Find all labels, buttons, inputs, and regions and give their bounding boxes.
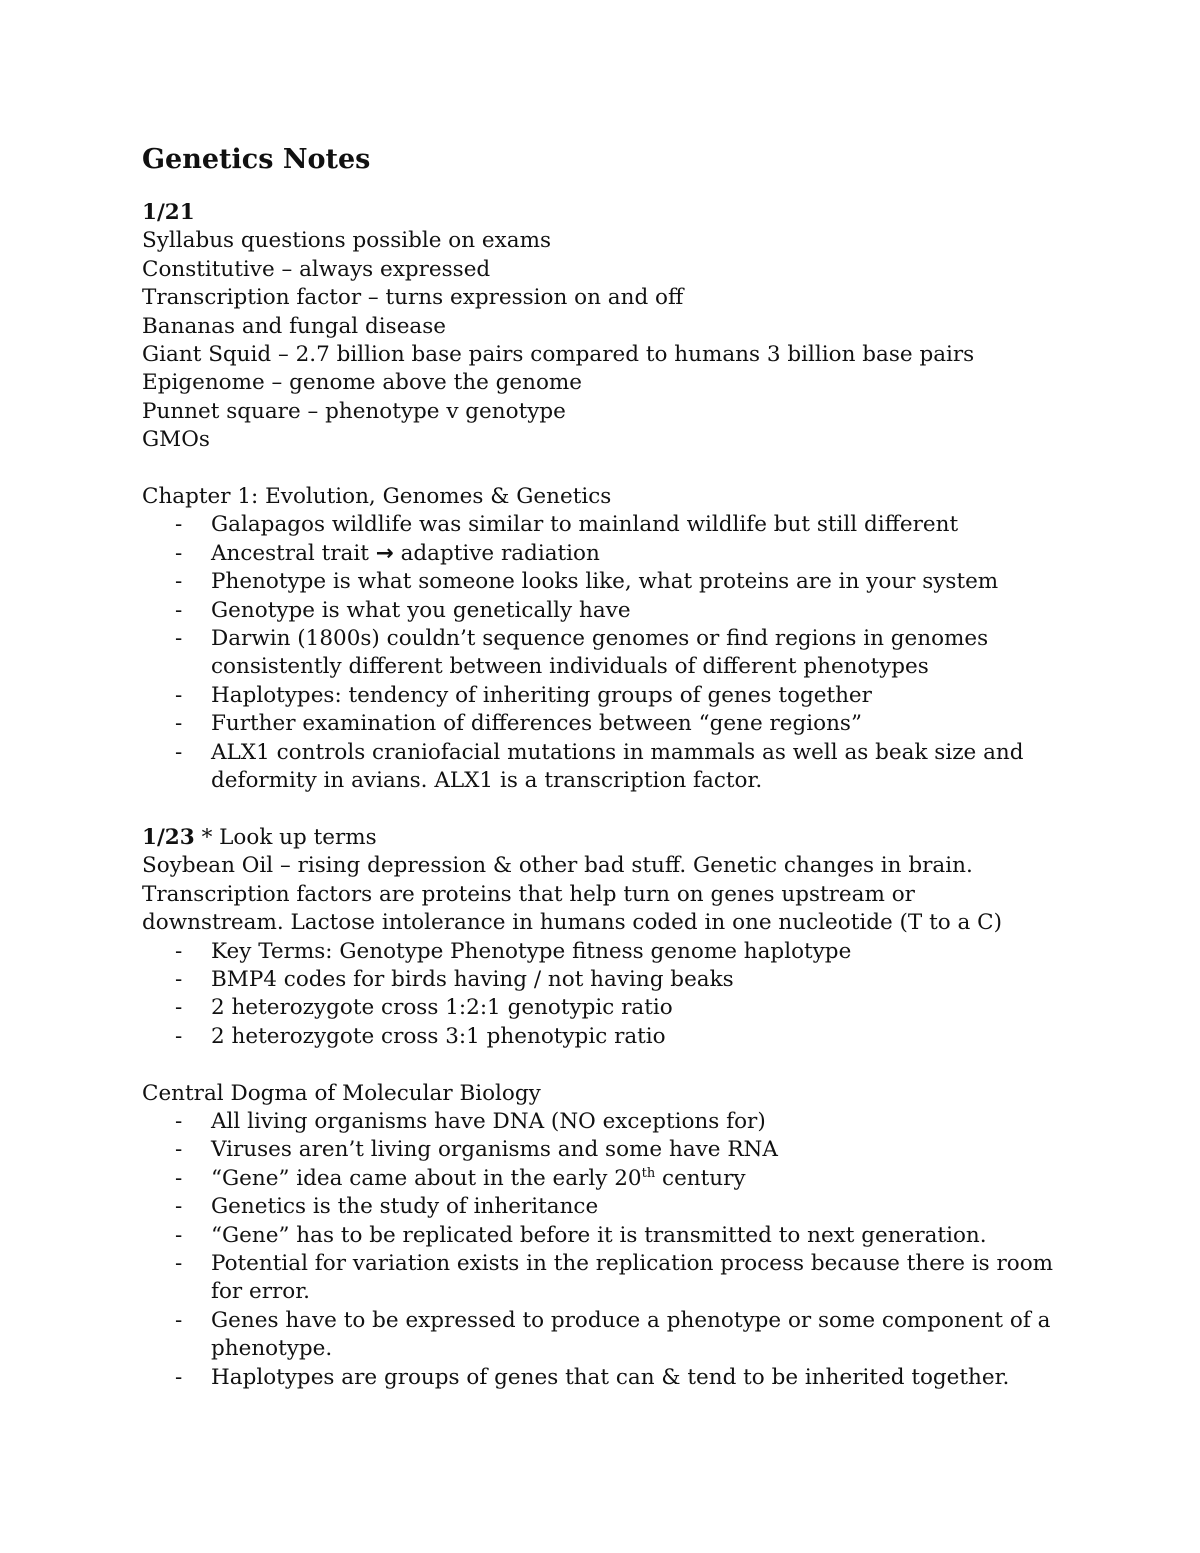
- list-item: - Haplotypes: tendency of inheriting groups of genes together: [142, 682, 1062, 710]
- section-date-line: [142, 824, 1062, 852]
- dash-bullet: -: [175, 626, 183, 652]
- blank-line: [142, 1051, 1062, 1079]
- ordinal-suffix: th: [641, 1165, 656, 1181]
- list-item: - BMP4 codes for birds having / not having beaks: [142, 966, 1062, 994]
- section-date: 1/23: [142, 824, 195, 850]
- section-1-21: [142, 199, 1062, 455]
- dash-bullet: -: [175, 1165, 183, 1191]
- list-item: - 2 heterozygote cross 1:2:1 genotypic ratio: [142, 994, 1062, 1022]
- section-1-23: [142, 824, 1062, 1051]
- dash-bullet: -: [175, 1364, 183, 1390]
- dash-bullet: -: [175, 966, 183, 992]
- dash-bullet: -: [175, 711, 183, 737]
- dash-bullet: -: [175, 569, 183, 595]
- dash-bullet: -: [175, 1108, 183, 1134]
- list-item: - Genetics is the study of inheritance: [142, 1193, 1062, 1221]
- dash-bullet: -: [175, 739, 183, 765]
- dash-bullet: -: [175, 1023, 183, 1049]
- dash-bullet: -: [175, 540, 183, 566]
- chapter-heading: Chapter 1: Evolution, Genomes & Genetics: [142, 484, 612, 510]
- list-item: - Haplotypes are groups of genes that can & tend to be inherited together.: [142, 1364, 1062, 1392]
- note-line: Epigenome – genome above the genome: [142, 370, 583, 396]
- note-line: Giant Squid – 2.7 billion base pairs compared to humans 3 billion base pairs: [142, 342, 975, 368]
- dash-bullet: -: [175, 682, 183, 708]
- list-item: - Phenotype is what someone looks like, what proteins are in your system: [142, 568, 1062, 596]
- list-item: - Further examination of differences between “gene regions”: [142, 710, 1062, 738]
- note-line: Syllabus questions possible on exams: [142, 228, 552, 254]
- dash-bullet: -: [175, 1194, 183, 1220]
- dash-bullet: -: [175, 1250, 183, 1276]
- central-dogma-section: [142, 1080, 1062, 1392]
- dash-bullet: -: [175, 1307, 183, 1333]
- dash-bullet: -: [175, 597, 183, 623]
- blank-line: [142, 455, 1062, 483]
- chapter-1-list: [142, 511, 1062, 795]
- section-date: 1/21: [142, 200, 195, 225]
- date-note: * Look up terms: [194, 824, 377, 850]
- list-item: - All living organisms have DNA (NO exceptions for): [142, 1108, 1062, 1136]
- chapter-1-section: [142, 483, 1062, 795]
- list-item: - Potential for variation exists in the replication process because there is room for error.: [175, 1250, 1054, 1305]
- note-line: Transcription factor – turns expression on and off: [142, 285, 684, 311]
- note-line: GMOs: [142, 427, 210, 453]
- dash-bullet: -: [175, 938, 183, 964]
- list-item: - Genotype is what you genetically have: [142, 597, 1062, 625]
- list-item: - Viruses aren’t living organisms and some have RNA: [142, 1136, 1062, 1164]
- list-item: - Ancestral trait → adaptive radiation: [142, 540, 1062, 568]
- dash-bullet: -: [175, 1137, 183, 1163]
- paragraph-line: Soybean Oil – rising depression & other bad stuff. Genetic changes in brain.: [142, 853, 973, 879]
- title-spacer: [142, 177, 1062, 199]
- list-item: - “Gene” has to be replicated before it is transmitted to next generation.: [142, 1222, 1062, 1250]
- section-1-23-list: [142, 938, 1062, 1052]
- dash-bullet: -: [175, 1222, 183, 1248]
- dash-bullet: -: [175, 995, 183, 1021]
- central-dogma-list: [142, 1108, 1062, 1392]
- list-item: - Darwin (1800s) couldn’t sequence genomes or find regions in genomes consistently different between individuals of different phenotypes: [175, 626, 989, 680]
- list-item: - Genes have to be expressed to produce a phenotype or some component of a phenotype.: [175, 1307, 1051, 1362]
- paragraph-line: downstream. Lactose intolerance in humans coded in one nucleotide (T to a C): [142, 910, 1002, 936]
- list-item: - 2 heterozygote cross 3:1 phenotypic ratio: [142, 1023, 1062, 1051]
- dash-bullet: -: [175, 512, 183, 538]
- page-title: Genetics Notes: [142, 144, 371, 175]
- section-heading: Central Dogma of Molecular Biology: [142, 1080, 541, 1106]
- list-item: - ALX1 controls craniofacial mutations in mammals as well as beak size and deformity in avians. ALX1 is a transcription factor.: [175, 739, 1024, 794]
- list-item: - “Gene” idea came about in the early 20th century: [142, 1165, 1062, 1193]
- note-line: Punnet square – phenotype v genotype: [142, 398, 566, 424]
- document-page: [142, 143, 1062, 1392]
- blank-line: [142, 796, 1062, 824]
- note-line: Constitutive – always expressed: [142, 256, 491, 282]
- arrow-right-icon: →: [375, 540, 394, 566]
- paragraph-line: Transcription factors are proteins that help turn on genes upstream or: [142, 881, 915, 907]
- note-line: Bananas and fungal disease: [142, 313, 446, 339]
- list-item: - Key Terms: Genotype Phenotype fitness genome haplotype: [142, 938, 1062, 966]
- list-item: - Galapagos wildlife was similar to mainland wildlife but still different: [142, 511, 1062, 539]
